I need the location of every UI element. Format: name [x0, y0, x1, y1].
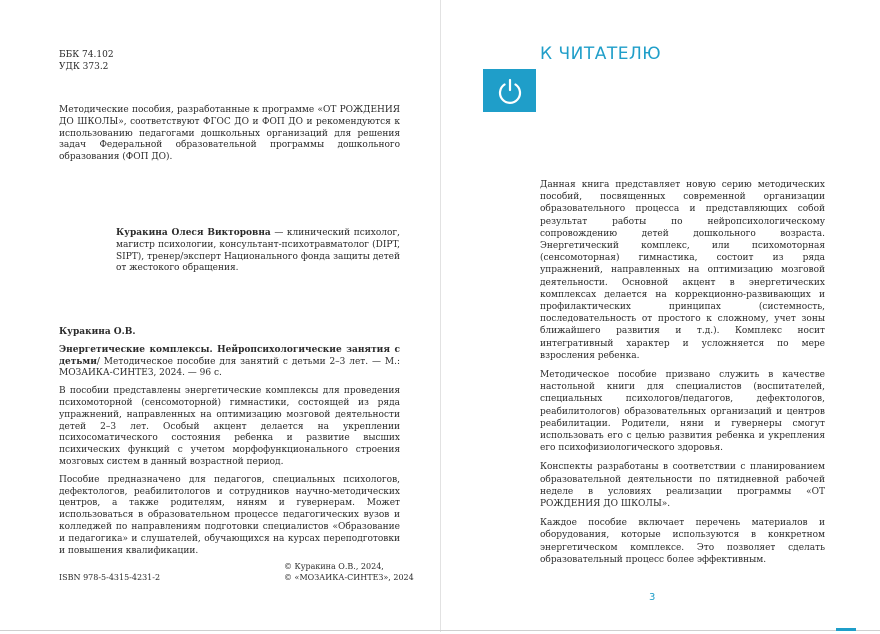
- power-icon-box: [483, 69, 536, 112]
- copyright: [284, 561, 414, 583]
- bibliographic-record: [59, 327, 400, 563]
- udk-code: УДК 373.2: [59, 62, 109, 72]
- preface-paragraph-3: Конспекты разработаны в соответствии с планированием образовательной деятельности по пятидневной рабочей неделе в условиях реализации программы «ОТ РОЖДЕНИЯ ДО ШКОЛЫ».: [540, 462, 825, 510]
- isbn: ISBN 978-5-4315-4231-2: [59, 573, 161, 582]
- page-title: К ЧИТАТЕЛЮ: [540, 44, 662, 64]
- bottom-rule: [0, 630, 880, 631]
- bbk-code: ББК 74.102: [59, 50, 114, 60]
- biblio-title: Энергетические комплексы. Нейропсихологические занятия с детьми: [59, 344, 400, 367]
- abstract-paragraph-2: Пособие предназначено для педагогов, специальных психологов, дефектологов, реабилитологов и сотрудников научно-методических центров, а также родителям, няням и гувернерам. Может использоваться в образовательном процессе педагогических вузов и колледжей по направлениям подготовки специалистов «Образование и педагогика» и слушателей, обучающихся на курсах переподготовки и повышения квалификации.: [59, 474, 400, 556]
- copyright-publisher: © «МОЗАИКА-СИНТЕЗ», 2024: [284, 573, 414, 582]
- preface-paragraph-1: Данная книга представляет новую серию методических пособий, посвященных современной организации образовательного процесса и представляющих собой результат работы по нейропсихологическому сопровождению детей дошкольного возраста. Энергетический комплекс, или психомоторная (сенсомоторная) гимнастика, состоит из ряда упражнений, направленных на оптимизацию мозговой деятельности. Основной акцент в энергетических комплексах делается на коррекционно-развивающих и профилактических принципах (системность, последовательность от простого к сложному, учет зоны ближайшего развития и т.д.). Комплекс носит интегративный характер и усложняется по мере взросления ребенка.: [540, 180, 825, 361]
- classification-codes: [59, 49, 114, 73]
- preface-paragraph-2: Методическое пособие призвано служить в качестве настольной книги для специалистов (воспитателей, специальных психологов/педагогов, дефектологов, реабилитологов) образовательных организаций и центров реабилитации. Родители, няни и гувернеры смогут использовать его с целью развития ребенка и укрепления его психофизиологического здоровья.: [540, 370, 825, 454]
- preface-text: [540, 179, 825, 573]
- biblio-author: Куракина О.В.: [59, 327, 136, 337]
- bottom-accent-mark: [836, 628, 856, 631]
- author-name: Куракина Олеся Викторовна: [116, 228, 271, 238]
- author-bio-text: — клинический психолог, магистр психологии, консультант-психотравматолог (DIPT, SIPT), тренер/эксперт Национального фонда защиты детей от жестокого обращения.: [116, 228, 400, 274]
- biblio-description: [59, 345, 400, 380]
- biblio-rest: / Методическое пособие для занятий с детьми 2–3 лет. — М.: МОЗАИКА-СИНТЕЗ, 2024. — 96 с.: [59, 356, 400, 379]
- page-number: 3: [649, 592, 656, 603]
- power-icon: [494, 75, 526, 107]
- preface-paragraph-4: Каждое пособие включает перечень материалов и оборудования, которые используются в конкретном энергетическом комплексе. Это позволяет сделать образовательный процесс более эффективным.: [540, 518, 825, 565]
- intro-paragraph: Методические пособия, разработанные к программе «ОТ РОЖДЕНИЯ ДО ШКОЛЫ», соответствуют ФГОС ДО и ФОП ДО и рекомендуются к использованию педагогами дошкольных организаций для решения задач Федеральной образовательной программы дошкольного образования (ФОП ДО).: [59, 105, 400, 163]
- copyright-author: © Куракина О.В., 2024,: [284, 562, 384, 571]
- abstract-paragraph-1: В пособии представлены энергетические комплексы для проведения психомоторной (сенсомоторной) гимнастики, состоящей из ряда упражнений, направленных на оптимизацию мозговой деятельности детей 2–3 лет. Особый акцент делается на укреплении психосоматического состояния ребенка и развитие высших психических функций с учетом морфофункционального строения мозговых систем в данный возрастной период.: [59, 386, 400, 467]
- author-bio: [116, 228, 400, 275]
- left-page: [0, 0, 441, 632]
